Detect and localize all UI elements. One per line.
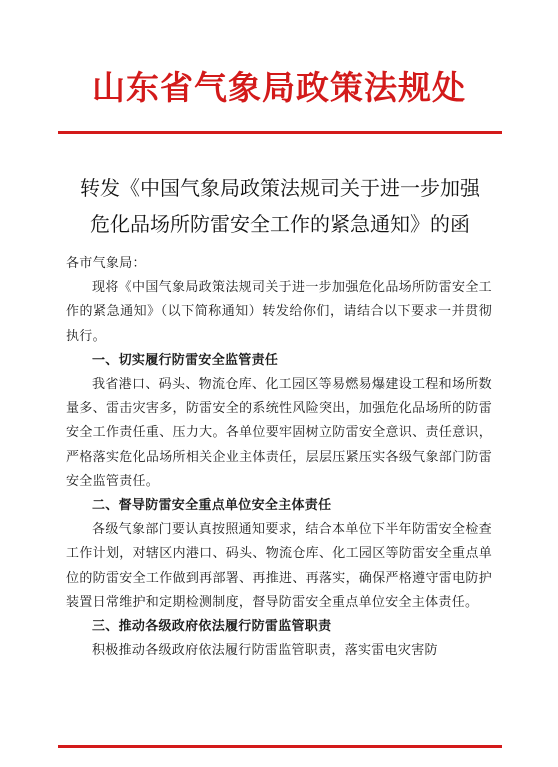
section-body-3: 积极推动各级政府依法履行防雷监管职责，落实雷电灾害防 xyxy=(92,643,438,659)
section-heading-3: 三、推动各级政府依法履行防雷监管职责 xyxy=(92,619,332,635)
document-title-line-2: 危化品场所防雷安全工作的紧急通知》的函 xyxy=(90,212,470,236)
salutation: 各市气象局： xyxy=(66,256,146,271)
section-body-1: 我省港口、码头、物流仓库、化工园区等易燃易爆建设工程和场所数量多、雷击灾害多，防雷安全的系统性风险突出，加强危化品场所的防雷安全工作责任重、压力大。各单位要牢固树立防雷安全意识、责任意识，严格落实危化品场所相关企业主体责任，层层压紧压实各级气象部门防雷安全监管责任。 xyxy=(66,377,492,489)
intro-paragraph: 现将《中国气象局政策法规司关于进一步加强危化品场所防雷安全工作的紧急通知》（以下简称通知）转发给你们，请结合以下要求一并贯彻执行。 xyxy=(66,280,492,344)
document-body xyxy=(66,252,492,663)
masthead-title: 山东省气象局政策法规处 xyxy=(92,68,466,107)
section-body-2: 各级气象部门要认真按照通知要求，结合本单位下半年防雷安全检查工作计划，对辖区内港口、码头、物流仓库、化工园区等防雷安全重点单位的防雷安全工作做到再部署、再推进、再落实，确保严格遵守雷电防护装置日常维护和定期检测制度，督导防雷安全重点单位安全主体责任。 xyxy=(66,522,492,610)
document-title-line-1: 转发《中国气象局政策法规司关于进一步加强 xyxy=(80,176,480,200)
section-heading-2: 二、督导防雷安全重点单位安全主体责任 xyxy=(92,498,332,514)
section-heading-1: 一、切实履行防雷安全监管责任 xyxy=(92,352,279,368)
footer-red-line xyxy=(58,745,502,748)
